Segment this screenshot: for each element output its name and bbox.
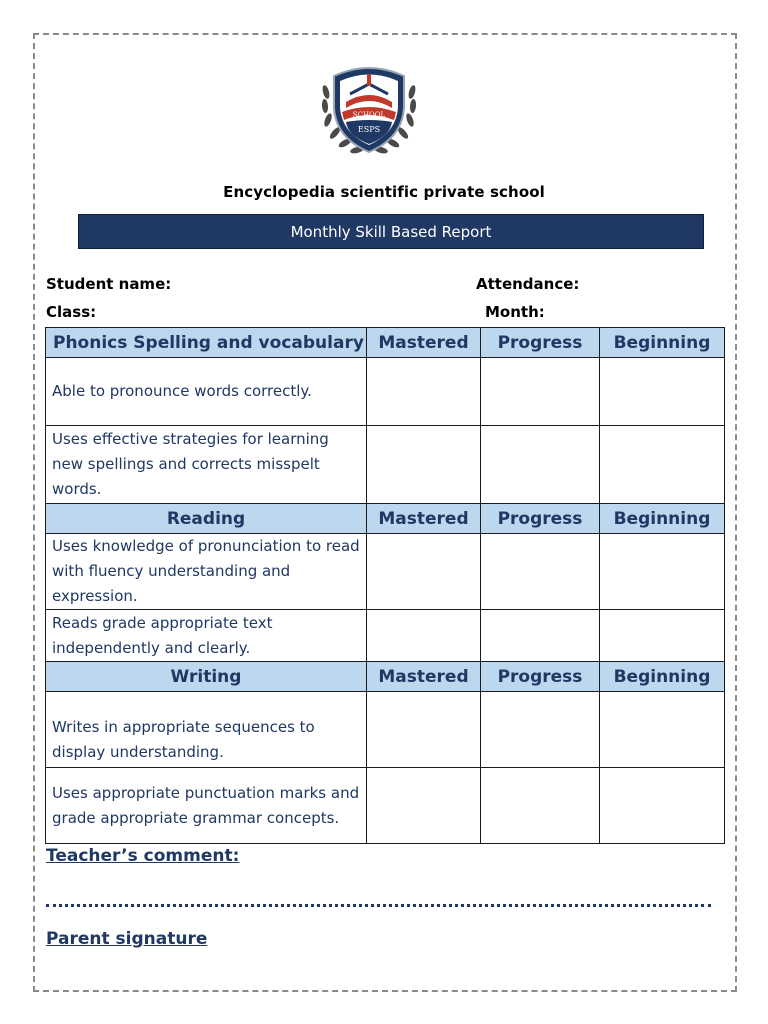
skill-description: Reads grade appropriate text independently and clearly.	[46, 610, 367, 662]
column-header-beginning: Beginning	[600, 662, 725, 692]
mastered-cell[interactable]	[367, 358, 481, 426]
column-header-progress: Progress	[481, 504, 600, 534]
progress-cell[interactable]	[481, 692, 600, 768]
student-name-label: Student name:	[46, 275, 172, 293]
svg-text:ESPS: ESPS	[357, 125, 381, 134]
beginning-cell[interactable]	[600, 358, 725, 426]
progress-cell[interactable]	[481, 610, 600, 662]
progress-cell[interactable]	[481, 534, 600, 610]
comment-line[interactable]	[46, 893, 711, 907]
attendance-label: Attendance:	[476, 275, 580, 293]
skills-table	[45, 327, 725, 844]
column-header-progress: Progress	[481, 328, 600, 358]
report-title-banner	[78, 214, 704, 249]
column-header-mastered: Mastered	[367, 328, 481, 358]
svg-text:SCHOOL: SCHOOL	[352, 111, 386, 119]
column-header-mastered: Mastered	[367, 662, 481, 692]
beginning-cell[interactable]	[600, 768, 725, 844]
progress-cell[interactable]	[481, 768, 600, 844]
mastered-cell[interactable]	[367, 768, 481, 844]
table-row	[46, 768, 725, 844]
progress-cell[interactable]	[481, 358, 600, 426]
section-header-row	[46, 504, 725, 534]
report-title: Monthly Skill Based Report	[290, 222, 492, 241]
class-label: Class:	[46, 303, 97, 321]
skill-description: Uses effective strategies for learning new spellings and corrects misspelt words.	[46, 426, 367, 504]
beginning-cell[interactable]	[600, 692, 725, 768]
school-crest-logo	[316, 62, 422, 160]
section-title: Writing	[46, 662, 367, 692]
school-name: Encyclopedia scientific private school	[223, 183, 545, 201]
column-header-beginning: Beginning	[600, 328, 725, 358]
table-row	[46, 426, 725, 504]
column-header-mastered: Mastered	[367, 504, 481, 534]
mastered-cell[interactable]	[367, 610, 481, 662]
skill-description: Writes in appropriate sequences to display understanding.	[46, 692, 367, 768]
skill-description: Uses appropriate punctuation marks and grade appropriate grammar concepts.	[46, 768, 367, 844]
progress-cell[interactable]	[481, 426, 600, 504]
section-header-row	[46, 328, 725, 358]
teacher-comment-label: Teacher’s comment:	[46, 846, 240, 866]
mastered-cell[interactable]	[367, 692, 481, 768]
skill-description: Able to pronounce words correctly.	[46, 358, 367, 426]
section-header-row	[46, 662, 725, 692]
section-title: Reading	[46, 504, 367, 534]
table-row	[46, 610, 725, 662]
skill-description: Uses knowledge of pronunciation to read with fluency understanding and expression.	[46, 534, 367, 610]
mastered-cell[interactable]	[367, 534, 481, 610]
table-row	[46, 692, 725, 768]
month-label: Month:	[485, 303, 545, 321]
section-title: Phonics Spelling and vocabulary	[46, 328, 367, 358]
mastered-cell[interactable]	[367, 426, 481, 504]
table-row	[46, 534, 725, 610]
beginning-cell[interactable]	[600, 610, 725, 662]
column-header-progress: Progress	[481, 662, 600, 692]
beginning-cell[interactable]	[600, 426, 725, 504]
parent-signature-label: Parent signature	[46, 929, 208, 949]
column-header-beginning: Beginning	[600, 504, 725, 534]
table-row	[46, 358, 725, 426]
beginning-cell[interactable]	[600, 534, 725, 610]
